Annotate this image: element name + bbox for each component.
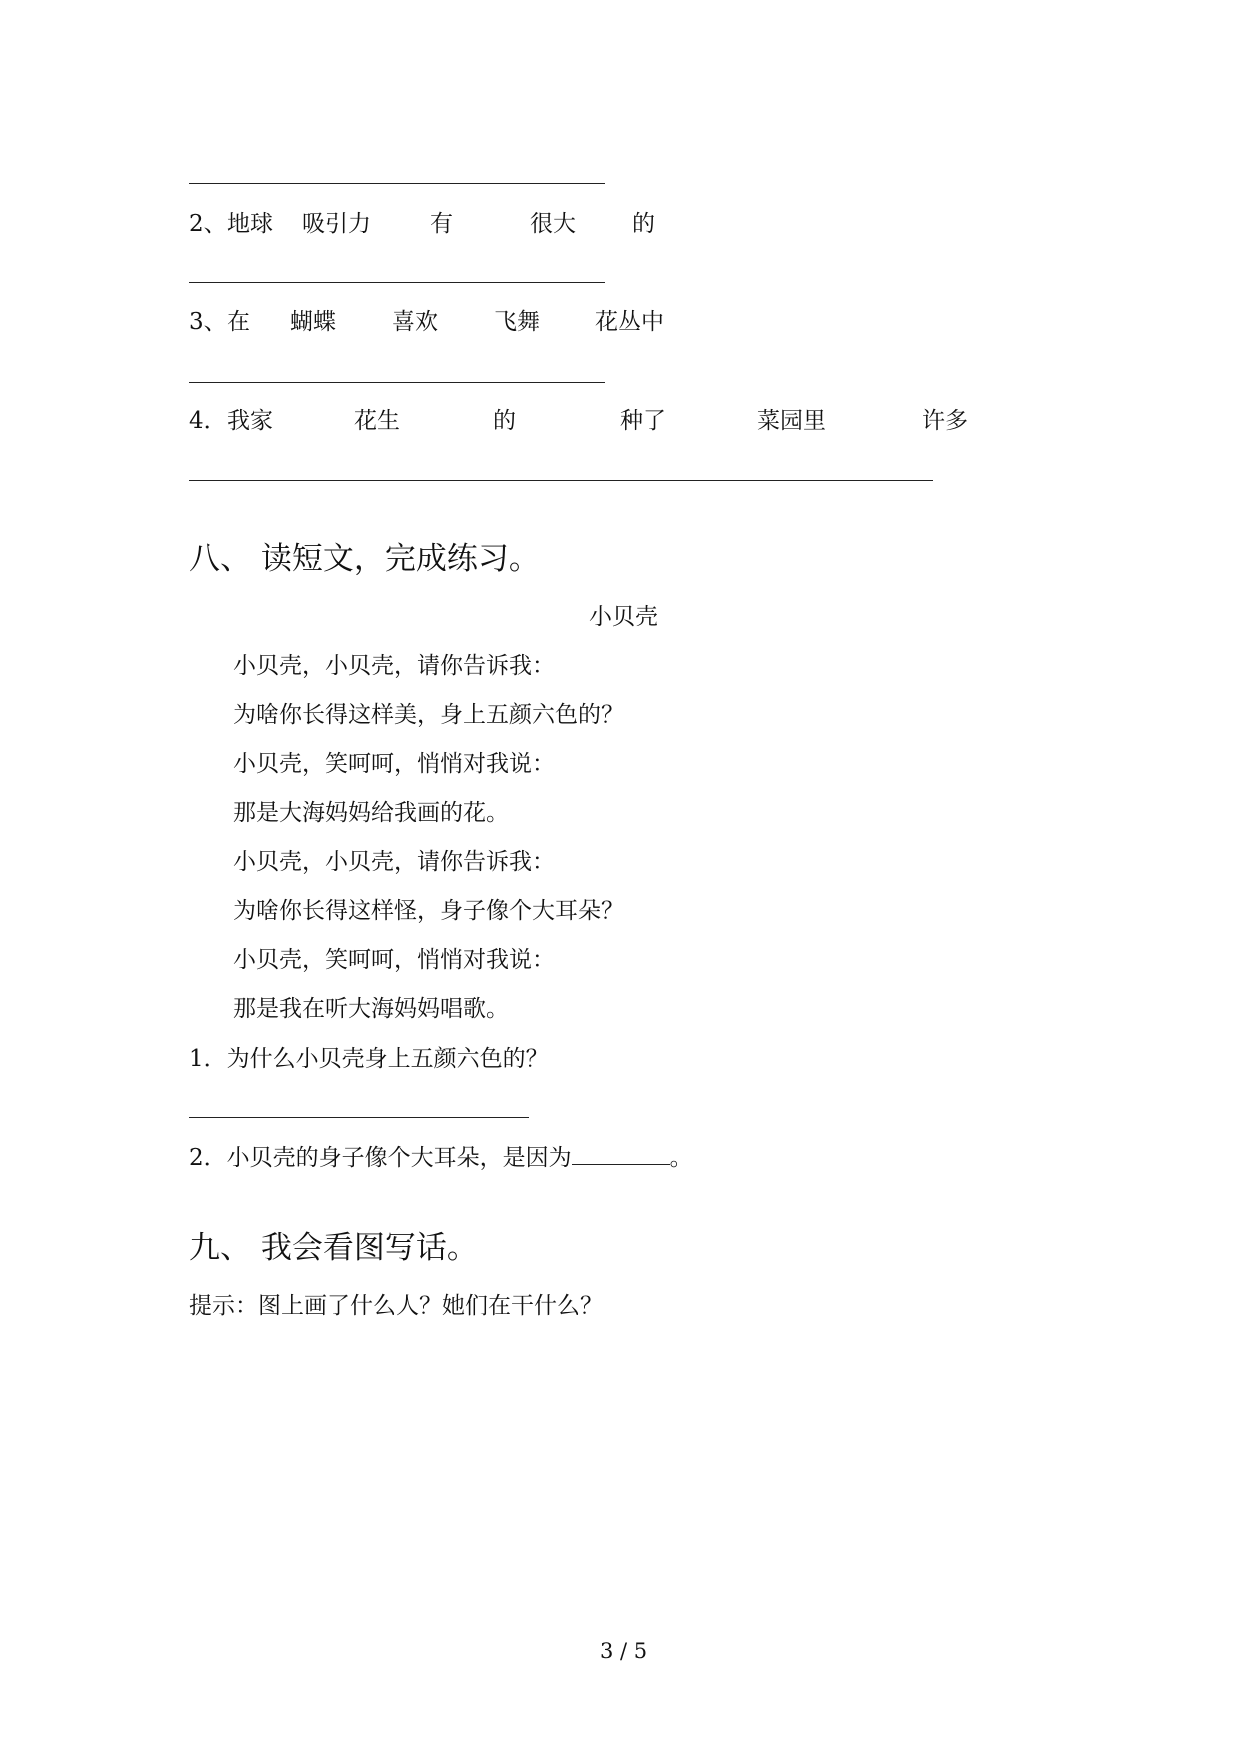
word-card: 菜园里: [757, 408, 826, 434]
answer-line-q1: [189, 1117, 529, 1118]
word-card: 飞舞: [494, 309, 540, 335]
question-2-end: 。: [669, 1145, 693, 1171]
word-card: 蝴蝶: [290, 309, 336, 335]
answer-line-4: [189, 480, 933, 481]
poem-line: 那是我在听大海妈妈唱歌。: [233, 996, 509, 1022]
word-card: 的: [632, 211, 655, 237]
section-heading-8: 八、 读短文，完成练习。: [189, 541, 540, 577]
page-number: 3 / 5: [600, 1639, 648, 1663]
word-card: 吸引力: [302, 211, 371, 237]
poem-line: 那是大海妈妈给我画的花。: [233, 800, 509, 826]
question-2-text: 2．小贝壳的身子像个大耳朵，是因为: [189, 1145, 572, 1171]
item-number: 2、: [189, 211, 227, 237]
poem-title: 小贝壳: [589, 604, 658, 630]
poem-line: 为啥你长得这样怪，身子像个大耳朵？: [233, 898, 624, 924]
poem-line: 为啥你长得这样美，身上五颜六色的？: [233, 702, 624, 728]
poem-line: 小贝壳，笑呵呵，悄悄对我说：: [233, 947, 555, 973]
writing-hint: 提示：图上画了什么人？她们在干什么？: [189, 1293, 603, 1319]
word-card: 花生: [354, 408, 400, 434]
answer-line-1: [189, 183, 605, 184]
answer-line-3: [189, 382, 605, 383]
item-number: 4．: [189, 408, 227, 434]
word-card: 地球: [227, 211, 273, 237]
word-card: 花丛中: [595, 309, 664, 335]
word-card: 种了: [620, 408, 666, 434]
word-card: 我家: [227, 408, 273, 434]
word-card: 很大: [530, 211, 576, 237]
fill-blank[interactable]: [572, 1142, 670, 1165]
word-card: 在: [227, 309, 250, 335]
question-2: [189, 1142, 693, 1173]
poem-line: 小贝壳，笑呵呵，悄悄对我说：: [233, 751, 555, 777]
answer-line-2: [189, 282, 605, 283]
word-card: 喜欢: [392, 309, 438, 335]
word-card: 有: [430, 211, 453, 237]
word-card: 的: [493, 408, 516, 434]
section-heading-9: 九、 我会看图写话。: [189, 1230, 478, 1266]
poem-line: 小贝壳，小贝壳，请你告诉我：: [233, 653, 555, 679]
poem-line: 小贝壳，小贝壳，请你告诉我：: [233, 849, 555, 875]
question-1: 1．为什么小贝壳身上五颜六色的？: [189, 1046, 549, 1072]
item-number: 3、: [189, 309, 227, 335]
word-card: 许多: [922, 408, 968, 434]
